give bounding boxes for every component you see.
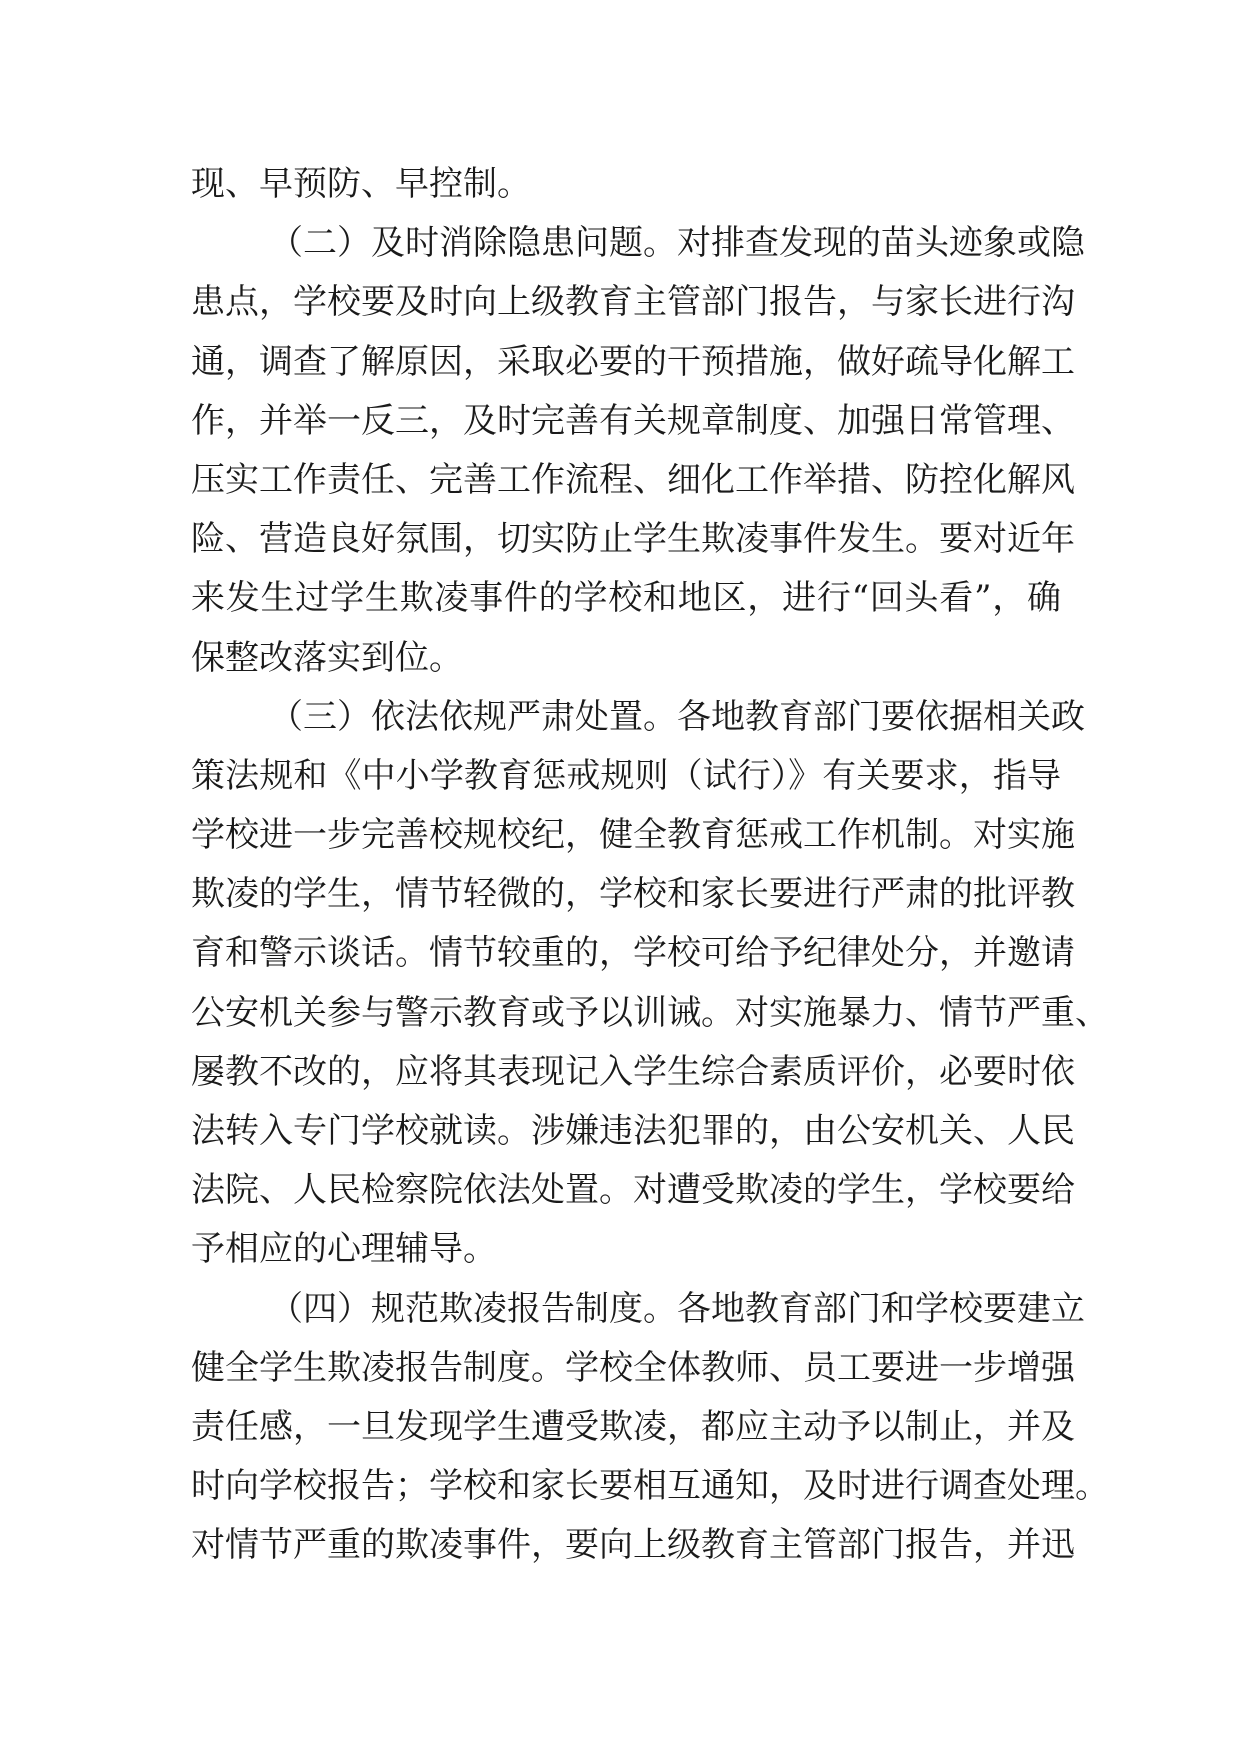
text-line: 予相应的心理辅导。: [191, 1229, 497, 1270]
text-line: 屡教不改的，应将其表现记入学生综合素质评价，必要时依: [191, 1051, 1075, 1092]
text-line: 责任感，一旦发现学生遭受欺凌，都应主动予以制止，并及: [191, 1406, 1075, 1447]
text-line: 对情节严重的欺凌事件，要向上级教育主管部门报告，并迅: [191, 1525, 1075, 1566]
text-line: 法转入专门学校就读。涉嫌违法犯罪的，由公安机关、人民: [191, 1111, 1075, 1151]
paragraph-heading-line: （三）依法依规严肃处置。各地教育部门要依据相关政: [269, 696, 1085, 737]
paragraph-heading-line: （四）规范欺凌报告制度。各地教育部门和学校要建立: [269, 1288, 1085, 1329]
text-line: 作，并举一反三，及时完善有关规章制度、加强日常管理、: [191, 400, 1075, 441]
text-line: 学校进一步完善校规校纪，健全教育惩戒工作机制。对实施: [191, 815, 1075, 856]
text-line: 时向学校报告；学校和家长要相互通知，及时进行调查处理。: [191, 1466, 1109, 1507]
text-line: 策法规和《中小学教育惩戒规则（试行）》有关要求，指导: [191, 755, 1061, 796]
text-line: 患点，学校要及时向上级教育主管部门报告，与家长进行沟: [191, 282, 1075, 323]
text-line: 保整改落实到位。: [191, 637, 463, 678]
text-line: 健全学生欺凌报告制度。学校全体教师、员工要进一步增强: [191, 1347, 1075, 1388]
text-line: 压实工作责任、完善工作流程、细化工作举措、防控化解风: [191, 459, 1075, 500]
text-line: 公安机关参与警示教育或予以训诫。对实施暴力、情节严重、: [191, 992, 1109, 1033]
text-line: 险、营造良好氛围，切实防止学生欺凌事件发生。要对近年: [191, 519, 1075, 560]
paragraph-heading-line: （二）及时消除隐患问题。对排查发现的苗头迹象或隐: [269, 223, 1085, 264]
text-line: 欺凌的学生，情节轻微的，学校和家长要进行严肃的批评教: [191, 874, 1075, 915]
text-line: 育和警示谈话。情节较重的，学校可给予纪律处分，并邀请: [191, 933, 1075, 974]
document-body: [191, 155, 1109, 1576]
text-line: 来发生过学生欺凌事件的学校和地区，进行“回头看”，确: [191, 578, 1061, 619]
text-line: 现、早预防、早控制。: [191, 164, 531, 204]
text-line: 通，调查了解原因，采取必要的干预措施，做好疏导化解工: [191, 341, 1075, 382]
text-line: 法院、人民检察院依法处置。对遭受欺凌的学生，学校要给: [191, 1170, 1075, 1211]
